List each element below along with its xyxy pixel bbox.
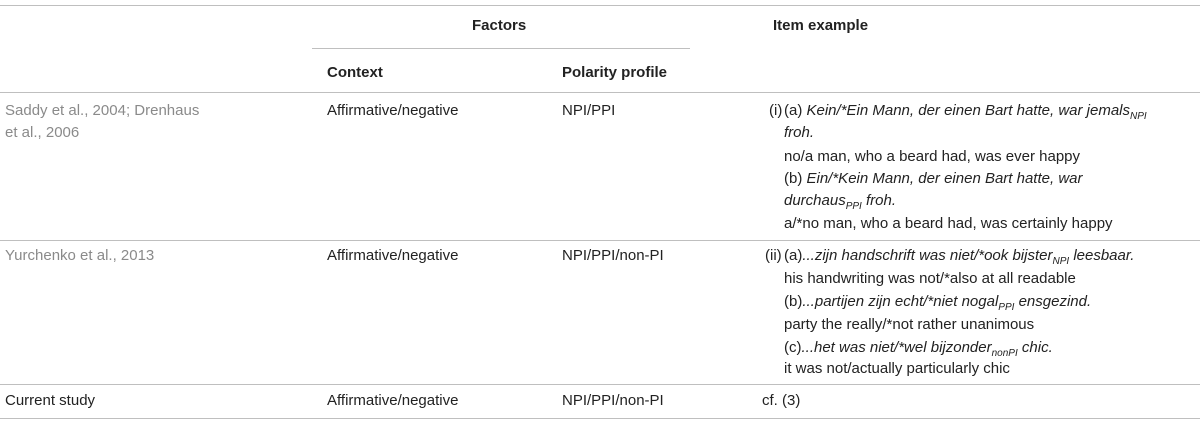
citation-link-saddy[interactable]: Saddy et al., 2004 [5,102,126,119]
citation-link-drenhaus-cont[interactable]: et al., 2006 [5,124,80,141]
citation-link-drenhaus[interactable]: Drenhaus [134,102,200,119]
ex2-b-prefix: (b) [784,293,803,310]
header-polarity-profile: Polarity profile [562,64,668,81]
row1-example-b [784,168,1083,190]
ex-a-text-cont: froh. [784,124,815,141]
row2-study [5,245,154,267]
row2-example-b [784,291,1091,313]
row1-context: Affirmative/negative [327,102,459,119]
bottom-rule [0,418,1200,419]
ex2-c-text: ...het was niet/*wel bijzonder [801,339,992,356]
ex-b-sub: PPI [845,201,862,212]
row1-example-b-cont [784,190,896,212]
ex-b-text-end: froh. [866,192,897,209]
ex2-a-sub: NPI [1052,256,1070,267]
header-factors: Factors [472,17,527,34]
row1-example-a-cont [784,122,814,144]
factors-underline [312,48,690,49]
row1-example-a-gloss: no/a man, who a beard had, was ever happy [784,148,1081,165]
ex2-c-prefix: (c) [784,339,802,356]
row2-example-a-gloss: his handwriting was not/*also at all readable [784,270,1076,287]
ex-a-sub: NPI [1130,111,1147,122]
row1-study-line2 [5,122,79,144]
ex-b-prefix: (b) [784,170,807,187]
row3-polarity: NPI/PPI/non-PI [562,392,664,409]
row1-polarity: NPI/PPI [562,102,616,119]
header-context: Context [327,64,383,81]
row1-bottom-rule [0,240,1200,241]
top-rule [0,5,1200,6]
ex-a-prefix: (a) [784,102,807,119]
ex2-b-text: ...partijen zijn echt/*niet nogal [802,293,999,310]
ex2-a-text: ...zijn handschrift was niet/*ook bijster [802,247,1053,264]
citation-separator: ; [125,102,135,119]
row2-example-b-gloss: party the really/*not rather unanimous [784,316,1035,333]
row2-polarity: NPI/PPI/non-PI [562,247,664,264]
row2-example-c [784,337,1053,359]
ex2-a-text-end: leesbaar. [1073,247,1135,264]
row1-example-b-gloss: a/*no man, who a beard had, was certainly happy [784,215,1113,232]
row2-context: Affirmative/negative [327,247,459,264]
row2-example-a [784,245,1134,267]
header-item-example: Item example [773,17,869,34]
ex-b-text-cont: durchaus [784,192,846,209]
ex2-c-sub: nonPI [991,348,1018,359]
row3-study: Current study [5,392,96,409]
ex2-a-prefix: (a) [784,247,803,264]
ex-b-text: Ein/*Kein Mann, der einen Bart hatte, war [806,170,1083,187]
row2-bottom-rule [0,384,1200,385]
row1-example-number: (i) [769,102,783,119]
row2-example-number: (ii) [765,247,782,264]
ex-a-text: Kein/*Ein Mann, der einen Bart hatte, war jemals [806,102,1131,119]
row1-example-a [784,100,1147,122]
ex2-b-text-end: ensgezind. [1018,293,1092,310]
ex2-b-sub: PPI [998,302,1015,313]
row3-context: Affirmative/negative [327,392,459,409]
row2-example-c-gloss: it was not/actually particularly chic [784,360,1010,377]
ex2-c-text-end: chic. [1021,339,1053,356]
citation-link-yurchenko[interactable]: Yurchenko et al., 2013 [5,247,155,264]
header-bottom-rule [0,92,1200,93]
row3-example: cf. (3) [762,392,801,409]
row1-study [5,100,199,122]
